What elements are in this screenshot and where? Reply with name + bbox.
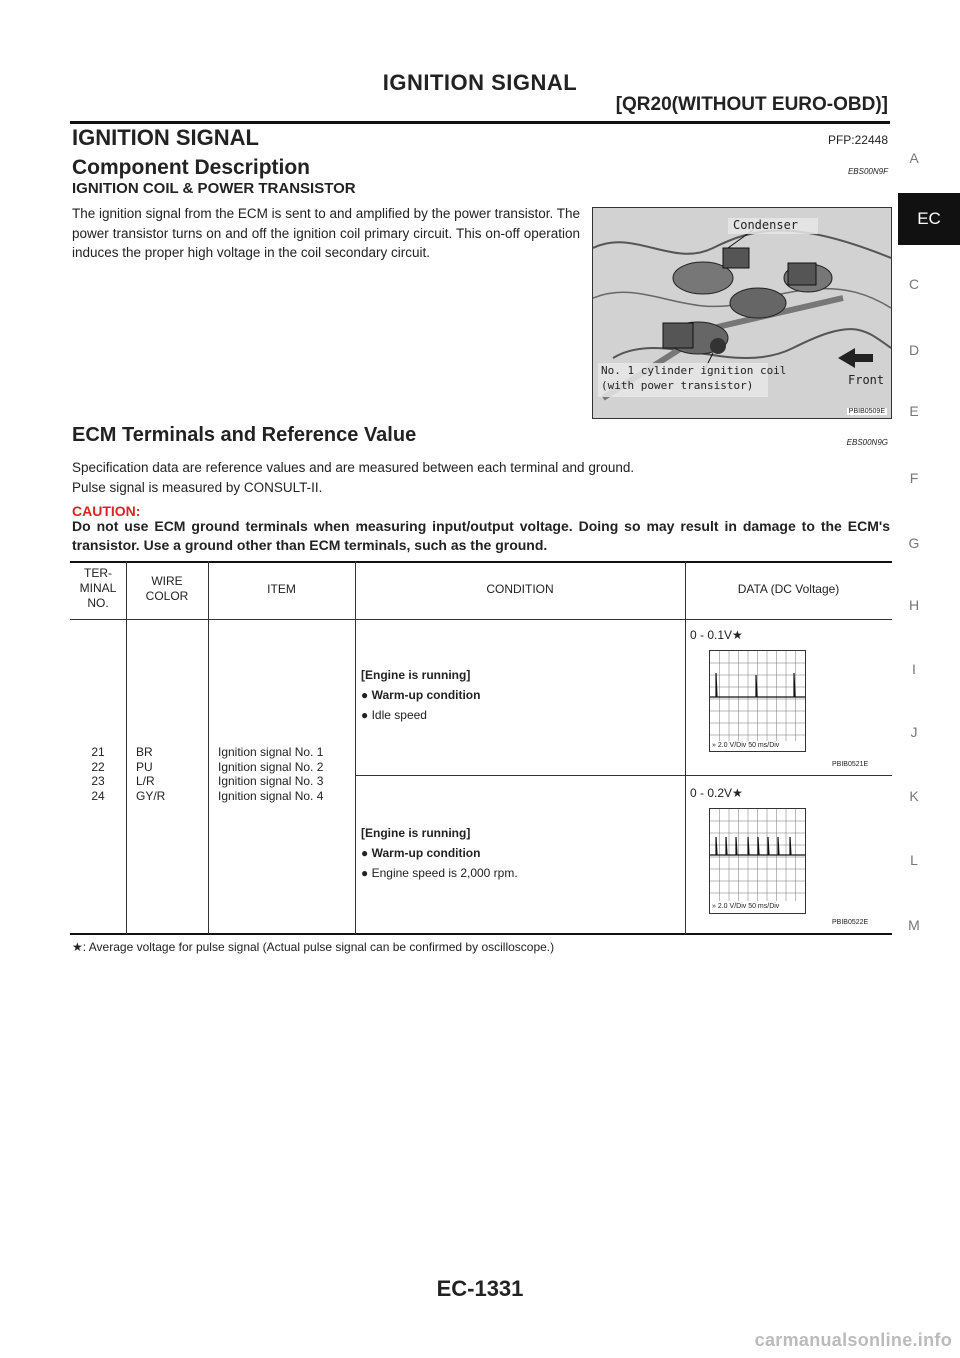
condition-bullet: ● Warm-up condition bbox=[361, 846, 481, 860]
side-tab-i[interactable]: I bbox=[912, 661, 916, 677]
scope-code: PBIB0522E bbox=[832, 919, 869, 926]
scope-scale-label: » 2.0 V/Div 50 ms/Div bbox=[712, 903, 780, 910]
component-code: EBS00N9F bbox=[847, 167, 888, 176]
side-tab-g[interactable]: G bbox=[908, 535, 920, 551]
table-col-divider bbox=[685, 561, 686, 934]
footnote-text: : Average voltage for pulse signal (Actual pulse signal can be confirmed by oscilloscope.) bbox=[82, 940, 555, 954]
side-tab-d[interactable]: D bbox=[908, 342, 920, 358]
header-terminal-line2: MINAL bbox=[79, 581, 117, 595]
table-col-divider bbox=[126, 561, 127, 934]
star-icon: ★ bbox=[732, 786, 743, 800]
header-terminal-line1: TER- bbox=[84, 566, 112, 580]
table-col-divider bbox=[355, 561, 356, 934]
side-tab-ec-active[interactable]: EC bbox=[898, 193, 960, 245]
item-name: Ignition signal No. 4 bbox=[218, 788, 324, 803]
spec-line-1: Specification data are reference values and are measured between each terminal and ground. bbox=[72, 460, 635, 475]
terminal-no: 21 bbox=[91, 745, 105, 759]
terminal-no: 23 bbox=[91, 774, 105, 788]
voltage-value: 0 - 0.2V bbox=[690, 786, 733, 800]
engine-photo bbox=[592, 207, 892, 419]
scope-code: PBIB0521E bbox=[832, 761, 869, 768]
side-tab-f[interactable]: F bbox=[909, 470, 919, 486]
item-name: Ignition signal No. 2 bbox=[218, 759, 324, 774]
footnote bbox=[72, 940, 554, 954]
wire-color: PU bbox=[136, 759, 153, 774]
caution-text: Do not use ECM ground terminals when measuring input/output voltage. Doing so may result in damage to the ECM's transistor. Use a ground other than ECM terminals, such as the ground. bbox=[72, 518, 890, 553]
table-bottom-rule bbox=[70, 933, 892, 935]
condition-bullet: ● Idle speed bbox=[361, 708, 427, 722]
terminal-no: 24 bbox=[91, 788, 105, 803]
table-header-rule bbox=[70, 619, 892, 620]
header-data: DATA (DC Voltage) bbox=[737, 582, 840, 596]
header-wire-line2: COLOR bbox=[145, 589, 189, 603]
star-icon: ★ bbox=[732, 628, 743, 642]
header-wire-line1: WIRE bbox=[151, 574, 183, 588]
table-col-divider bbox=[208, 561, 209, 934]
wire-color: GY/R bbox=[136, 788, 166, 803]
condition-bullet-text: Idle speed bbox=[371, 708, 427, 722]
header-item: ITEM bbox=[267, 582, 296, 596]
side-tab-c[interactable]: C bbox=[908, 276, 920, 292]
condition-row-1 bbox=[361, 668, 480, 722]
ecm-code: EBS00N9G bbox=[846, 438, 888, 447]
side-tab-k[interactable]: K bbox=[909, 788, 919, 804]
coil-label-line1: No. 1 cylinder ignition coil bbox=[601, 364, 787, 377]
section-title: IGNITION SIGNAL bbox=[72, 125, 259, 150]
header-wire-color bbox=[126, 574, 208, 604]
data-value-row-1 bbox=[690, 628, 743, 643]
condition-title: [Engine is running] bbox=[361, 668, 471, 682]
item-list bbox=[218, 745, 323, 803]
condition-row-2 bbox=[361, 826, 518, 880]
oscilloscope-grid bbox=[710, 651, 805, 751]
ecm-section-title: ECM Terminals and Reference Value bbox=[72, 424, 417, 446]
coil-label-line2: (with power transistor) bbox=[601, 379, 754, 392]
table-top-rule bbox=[70, 561, 892, 563]
star-icon: ★ bbox=[72, 940, 83, 954]
table-row-divider bbox=[355, 775, 892, 776]
condition-bullet: ● Engine speed is 2,000 rpm. bbox=[361, 866, 518, 880]
header-condition: CONDITION bbox=[486, 582, 554, 596]
spec-text bbox=[72, 458, 634, 497]
condition-bullet-text: Warm-up condition bbox=[371, 688, 481, 702]
watermark: carmanualsonline.info bbox=[754, 1330, 952, 1350]
header-terminal bbox=[70, 566, 126, 611]
spec-line-2: Pulse signal is measured by CONSULT-II. bbox=[72, 479, 323, 495]
front-label: Front bbox=[848, 373, 885, 387]
scope-scale-label: » 2.0 V/Div 50 ms/Div bbox=[712, 742, 780, 749]
condition-bullet: ● Warm-up condition bbox=[361, 688, 481, 702]
component-text: The ignition signal from the ECM is sent to and amplified by the power transistor. The power transistor turns on and off the ignition coil primary circuit. This on-off operation induces the proper high voltage in the coil secondary circuit. bbox=[72, 206, 580, 260]
scope-scale-text: 2.0 V/Div 50 ms/Div bbox=[717, 903, 780, 910]
voltage-value: 0 - 0.1V bbox=[690, 628, 733, 642]
condition-bullet-text: Warm-up condition bbox=[371, 846, 481, 860]
condition-title: [Engine is running] bbox=[361, 826, 471, 840]
side-tab-e[interactable]: E bbox=[909, 403, 919, 419]
page-number: EC-1331 bbox=[436, 1276, 524, 1301]
terminal-no: 22 bbox=[91, 759, 105, 774]
part-number: PFP:22448 bbox=[827, 133, 888, 147]
condition-bullet-text: Engine speed is 2,000 rpm. bbox=[371, 866, 518, 880]
oscilloscope-graph bbox=[709, 650, 806, 752]
terminal-list bbox=[70, 745, 126, 803]
photo-code: PBIB0509E bbox=[848, 408, 885, 415]
side-tab-m[interactable]: M bbox=[908, 917, 920, 933]
wire-color: L/R bbox=[136, 774, 155, 788]
header-rule bbox=[70, 121, 890, 124]
wire-color-list bbox=[136, 745, 165, 803]
running-header-subtitle: [QR20(WITHOUT EURO-OBD)] bbox=[615, 94, 888, 115]
data-value-row-2 bbox=[690, 786, 743, 801]
wire-color: BR bbox=[136, 745, 153, 759]
oscilloscope-graph bbox=[709, 808, 806, 914]
side-tab-j[interactable]: J bbox=[910, 724, 918, 740]
header-terminal-line3: NO. bbox=[87, 596, 109, 610]
caution-heading: CAUTION: bbox=[72, 503, 141, 519]
component-subheading: IGNITION COIL & POWER TRANSISTOR bbox=[72, 180, 356, 197]
condenser-label: Condenser bbox=[733, 218, 799, 232]
side-tab-a[interactable]: A bbox=[909, 150, 919, 166]
item-name: Ignition signal No. 3 bbox=[218, 774, 324, 788]
item-name: Ignition signal No. 1 bbox=[218, 745, 324, 759]
running-header-title: IGNITION SIGNAL bbox=[382, 70, 578, 95]
scope-scale-text: 2.0 V/Div 50 ms/Div bbox=[717, 742, 780, 749]
side-tab-h[interactable]: H bbox=[908, 597, 920, 613]
side-tab-l[interactable]: L bbox=[910, 852, 918, 868]
component-description-title: Component Description bbox=[72, 156, 311, 179]
oscilloscope-grid bbox=[710, 809, 805, 913]
